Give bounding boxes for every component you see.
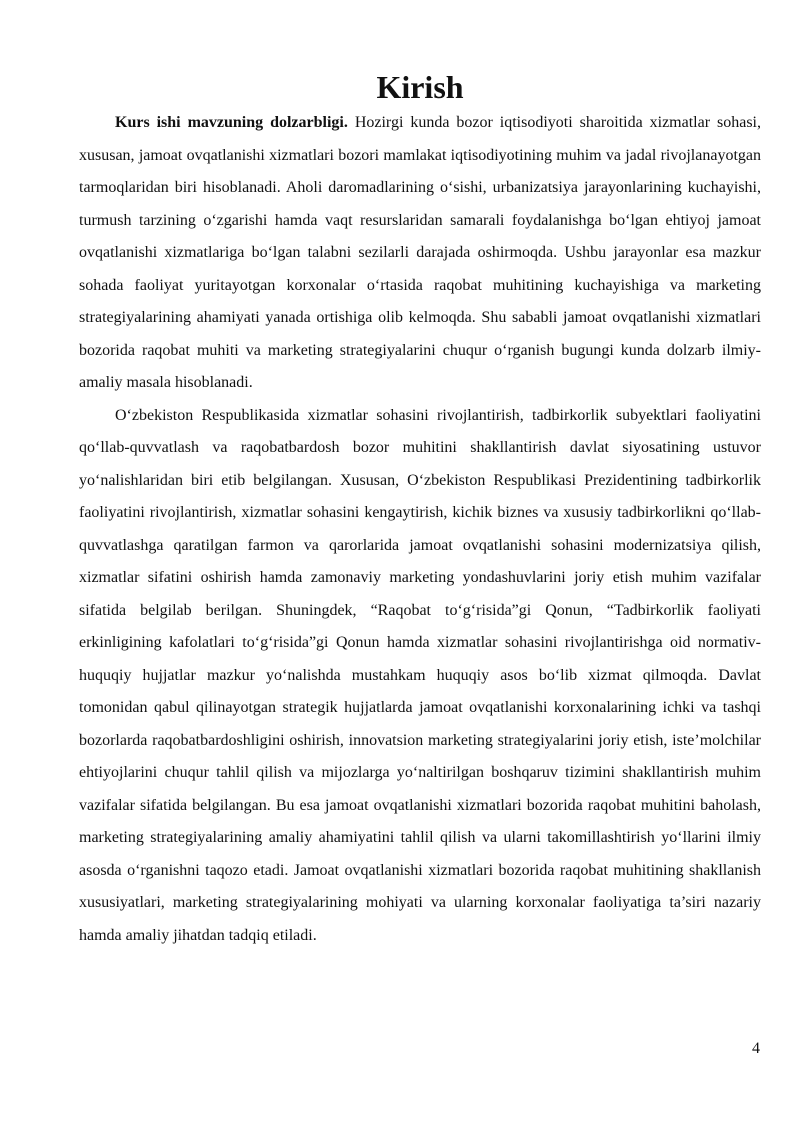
page-number: 4: [752, 1040, 760, 1057]
paragraph-text: O‘zbekiston Respublikasida xizmatlar sohasini rivojlantirish, tadbirkorlik subyektlari faoliyatini qo‘llab-quvvatlash va raqobatbardosh bozor muhitini shakllantirish davlat siyosatining ustuvor yo‘nalishlaridan biri etib belgilangan. Xususan, O‘zbekiston Respublikasi Prezidentining tadbirkorlik faoliyatini rivojlantirish, xizmatlar sohasini kengaytirish, kichik biznes va xususiy tadbirkorlikni qo‘llab-quvvatlashga qaratilgan farmon va qarorlarida jamoat ovqatlanishi sohasini modernizatsiya qilish, xizmatlar sifatini oshirish hamda zamonaviy marketing yondashuvlarini joriy etish muhim vazifalar sifatida belgilab berilgan. Shuningdek, “Raqobat to‘g‘risida”gi Qonun, “Tadbirkorlik faoliyati erkinligining kafolatlari to‘g‘risida”gi Qonun hamda xizmatlar sohasini rivojlantirishga oid normativ-huquqiy hujjatlar mazkur yo‘nalishda mustahkam huquqiy asos bo‘lib xizmat qilmoqda. Davlat tomonidan qabul qilinayotgan strategik hujjatlarda jamoat ovqatlanishi korxonalarining ichki va tashqi bozorlarda raqobatbardoshligini oshirish, innovatsion marketing strategiyalarini joriy etish, iste’molchilar ehtiyojlarini chuqur tahlil qilish va mijozlarga yo‘naltirilgan boshqaruv tizimini shakllantirish muhim vazifalar sifatida belgilangan. Bu esa jamoat ovqatlanishi xizmatlari bozorida raqobat muhitini baholash, marketing strategiyalarining amaliy ahamiyatini tahlil qilish va ularni takomillashtirish yo‘llarini ilmiy asosda o‘rganishni taqozo etadi. Jamoat ovqatlanishi xizmatlari bozorida raqobat muhitining shakllanish xususiyatlari, marketing strategiyalarining mohiyati va ularning korxonalar faoliyatiga ta’siri nazariy hamda amaliy jihatdan tadqiq etiladi.: [79, 406, 761, 944]
paragraph-text: Hozirgi kunda bozor iqtisodiyoti sharoitida xizmatlar sohasi, xususan, jamoat ovqatlanishi xizmatlari bozori mamlakat iqtisodiyotining muhim va jadal rivojlanayotgan tarmoqlaridan biri hisoblanadi. Aholi daromadlarining o‘sishi, urbanizatsiya jarayonlarining kuchayishi, turmush tarzining o‘zgarishi hamda vaqt resurslaridan samarali foydalanishga bo‘lgan ehtiyoj jamoat ovqatlanishi xizmatlariga bo‘lgan talabni sezilarli darajada oshirmoqda. Ushbu jarayonlar esa mazkur sohada faoliyat yuritayotgan korxonalar o‘rtasida raqobat muhitining kuchayishiga va marketing strategiyalarining ahamiyati yanada ortishiga olib kelmoqda. Shu sababli jamoat ovqatlanishi xizmatlari bozorida raqobat muhiti va marketing strategiyalarini chuqur o‘rganish bugungi kunda dolzarb ilmiy-amaliy masala hisoblanadi.: [79, 114, 761, 391]
document-page: [79, 69, 761, 952]
paragraph-legal-basis: [79, 400, 761, 953]
paragraph-lead: Kurs ishi mavzuning dolzarbligi.: [115, 114, 348, 131]
paragraph-relevance: [79, 107, 761, 400]
section-title: Kirish: [376, 69, 464, 105]
